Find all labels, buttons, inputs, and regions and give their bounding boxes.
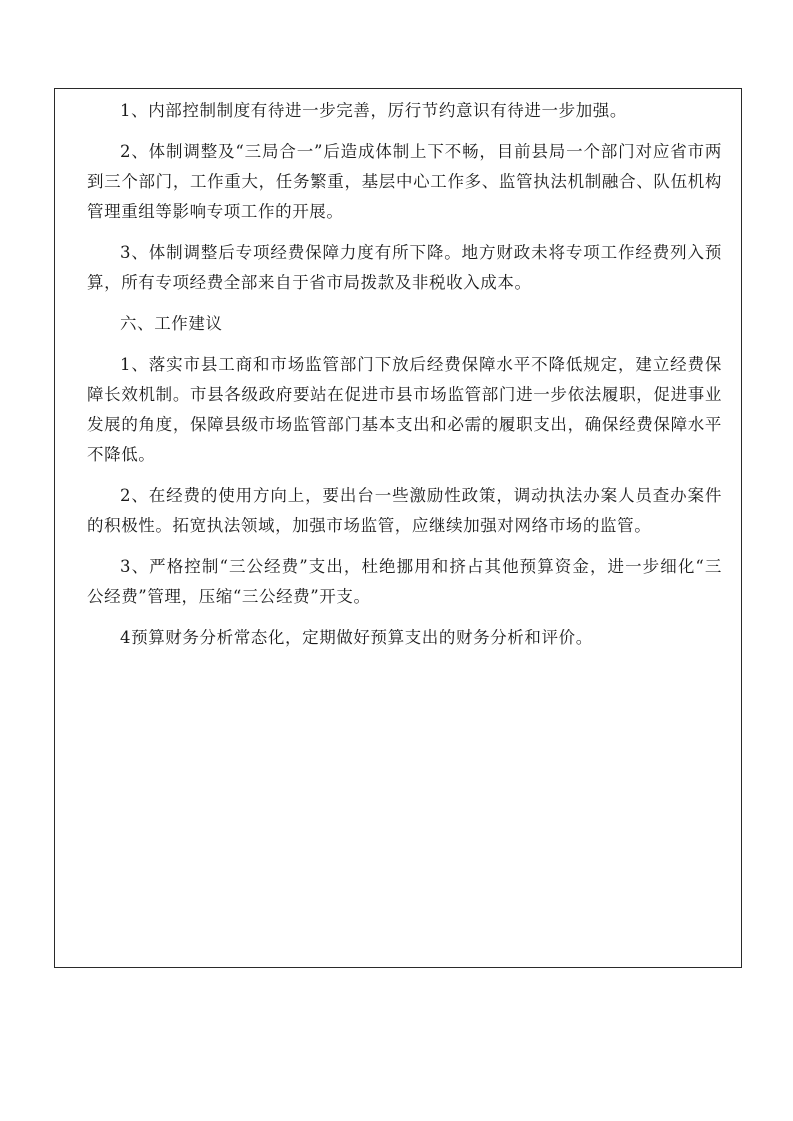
problem-paragraph-3: 3、体制调整后专项经费保障力度有所下降。地方财政未将专项工作经费列入预算，所有专项经费全部来自于省市局拨款及非税收入成本。: [87, 243, 722, 292]
document-body: [54, 96, 742, 664]
suggestion-paragraph-3: 3、严格控制“三公经费”支出，杜绝挪用和挤占其他预算资金，进一步细化“三公经费”管理，压缩“三公经费”开支。: [87, 557, 722, 606]
suggestion-paragraph-4: 4预算财务分析常态化，定期做好预算支出的财务分析和评价。: [120, 628, 593, 647]
problem-paragraph-2: 2、体制调整及“三局合一”后造成体制上下不畅，目前县局一个部门对应省市两到三个部门，工作重大，任务繁重，基层中心工作多、监管执法机制融合、队伍机构管理重组等影响专项工作的开展。: [87, 142, 722, 221]
suggestion-paragraph-2: 2、在经费的使用方向上，要出台一些激励性政策，调动执法办案人员查办案件的积极性。拓宽执法领域，加强市场监管，应继续加强对网络市场的监管。: [87, 486, 722, 535]
section-heading: 六、工作建议: [120, 314, 223, 333]
suggestion-paragraph-1: 1、落实市县工商和市场监管部门下放后经费保障水平不降低规定，建立经费保障长效机制。市县各级政府要站在促进市县市场监管部门进一步依法履职，促进事业发展的角度，保障县级市场监管部门基本支出和必需的履职支出，确保经费保障水平不降低。: [87, 355, 722, 464]
problem-paragraph-1: 1、内部控制制度有待进一步完善，厉行节约意识有待进一步加强。: [120, 101, 627, 120]
